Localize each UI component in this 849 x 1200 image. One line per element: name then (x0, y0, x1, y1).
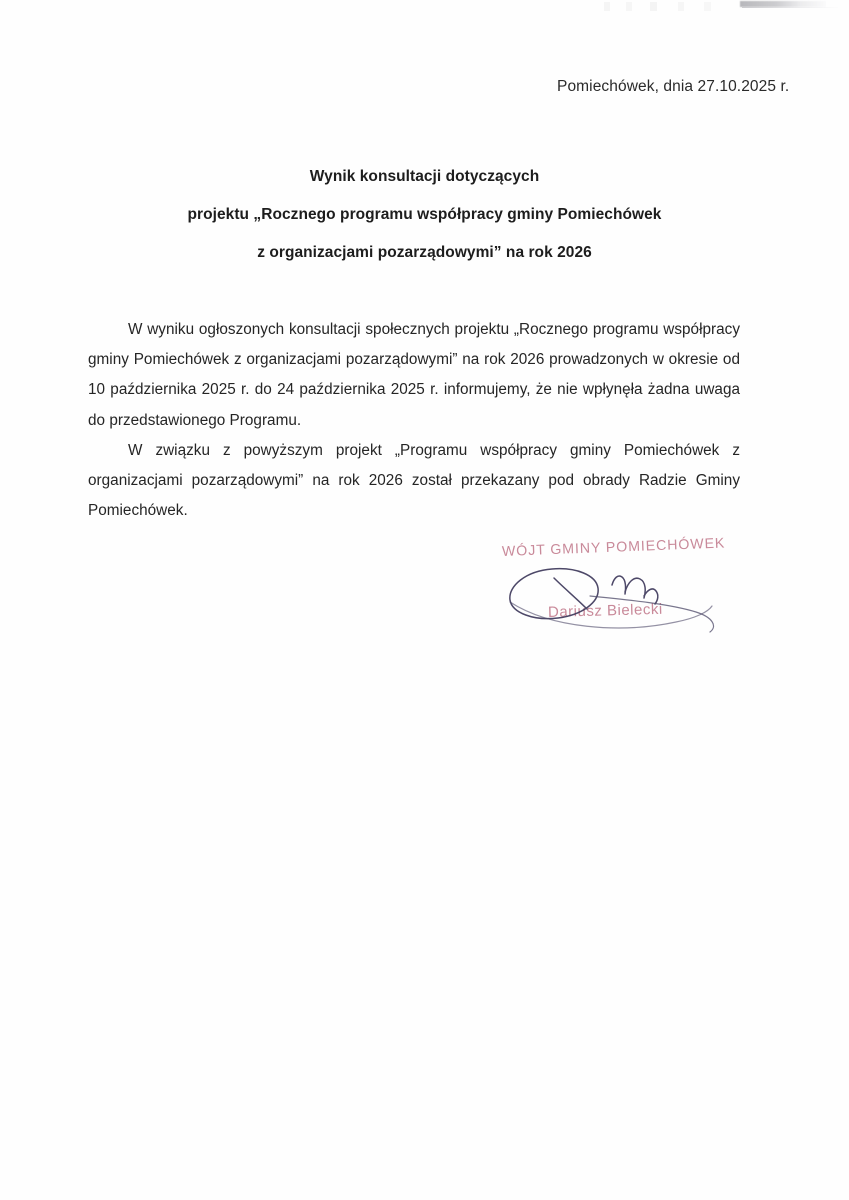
handwritten-signature (490, 536, 740, 636)
scan-artifact-smudge (740, 1, 826, 7)
body-paragraph-2: W związku z powyższym projekt „Programu współpracy gminy Pomiechówek z organizacjami pozarządowymi” na rok 2026 został przekazany pod obrady Radzie Gminy Pomiechówek. (88, 441, 740, 520)
document-title (0, 158, 849, 272)
place-and-date: Pomiechówek, dnia 27.10.2025 r. (557, 78, 790, 95)
scan-artifact-strip (0, 0, 849, 26)
title-line-3: z organizacjami pozarządowymi” na rok 2026 (257, 244, 592, 261)
title-line-1: Wynik konsultacji dotyczących (309, 168, 540, 185)
title-line-2: projektu „Rocznego programu współpracy gminy Pomiechówek (187, 206, 662, 223)
scan-artifact-rule (742, 7, 838, 8)
stamp-office-line: WÓJT GMINY POMIECHÓWEK (501, 535, 726, 560)
scan-artifact-dots (604, 2, 732, 11)
signature-block (490, 536, 740, 636)
body-paragraph-1: W wyniku ogłoszonych konsultacji społecznych projektu „Rocznego programu współpracy gminy Pomiechówek z organizacjami pozarządowymi” na rok 2026 prowadzonych w okresie od 10 października 2025 r. do 24 października 2025 r. informujemy, że nie wpłynęła żadna uwaga do przedstawionego Programu. (88, 321, 740, 429)
stamp-name-line: Dariusz Bielecki (547, 600, 663, 621)
document-body (88, 315, 740, 526)
